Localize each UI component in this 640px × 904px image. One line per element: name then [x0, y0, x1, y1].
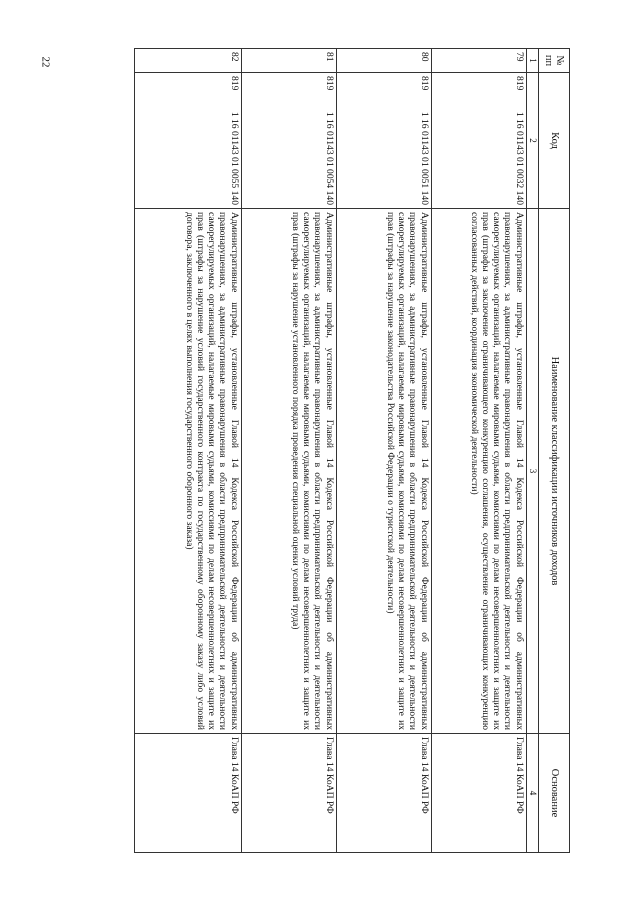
basis: Глава 14 КоАП РФ [134, 734, 241, 853]
header-name: Наименование классификации источников доходов [539, 209, 570, 734]
admin-code: 819 [513, 76, 525, 91]
row-number: 82 [134, 49, 241, 73]
rotated-page [100, 0, 640, 848]
column-number-3: 3 [526, 209, 538, 734]
table-header-row [539, 49, 570, 853]
admin-code: 819 [418, 76, 430, 91]
row-code-cell [134, 73, 241, 209]
header-code: Код [539, 73, 570, 209]
row-code-cell [336, 73, 431, 209]
table-row [134, 49, 241, 853]
basis: Глава 14 КоАП РФ [431, 734, 526, 853]
budget-code: 1 16 01143 01 0032 140 [513, 111, 525, 205]
admin-code: 819 [323, 76, 335, 91]
revenue-name: Административные штрафы, установленные Главой 14 Кодекса Российской Федерации об административных правонарушениях, за административные правонарушения в области предпринимательской деятельности и деятельности саморегулируемых организаций, налагаемые мировыми судьями, комиссиями по делам несовершеннолетних и защите их прав (штрафы за нарушение условий государственного контракта по государственному оборонному заказу либо условий договора, заключенного в целях выполнения государственного оборонного заказа) [134, 209, 241, 734]
row-code-cell [241, 73, 336, 209]
revenue-name: Административные штрафы, установленные Главой 14 Кодекса Российской Федерации об административных правонарушениях, за административные правонарушения в области предпринимательской деятельности и деятельности саморегулируемых организаций, налагаемые мировыми судьями, комиссиями по делам несовершеннолетних и защите их прав (штрафы за нарушение установленного порядка проведения специальной оценки условий труда) [241, 209, 336, 734]
basis: Глава 14 КоАП РФ [241, 734, 336, 853]
budget-code: 1 16 01143 01 0054 140 [323, 111, 335, 205]
revenue-classification-table [134, 48, 570, 853]
budget-code: 1 16 01143 01 0055 140 [228, 111, 240, 205]
header-basis: Основание [539, 734, 570, 853]
table-row [431, 49, 526, 853]
row-number: 80 [336, 49, 431, 73]
admin-code: 819 [228, 76, 240, 91]
row-number: 81 [241, 49, 336, 73]
revenue-name: Административные штрафы, установленные Главой 14 Кодекса Российской Федерации об административных правонарушениях, за административные правонарушения в области предпринимательской деятельности и деятельности саморегулируемых организаций, налагаемые мировыми судьями, комиссиями по делам несовершеннолетних и защите их прав (штрафы за нарушение законодательства Российской Федерации о туристской деятельности) [336, 209, 431, 734]
column-number-row [526, 49, 538, 853]
column-number-1: 1 [526, 49, 538, 73]
revenue-name: Административные штрафы, установленные Главой 14 Кодекса Российской Федерации об административных правонарушениях, за административные правонарушения в области предпринимательской деятельности и деятельности саморегулируемых организаций, налагаемые мировыми судьями, комиссиями по делам несовершеннолетних и защите их прав (штрафы за заключение ограничивающего конкуренцию соглашения, осуществление ограничивающих конкуренцию согласованных действий, координация экономической деятельности) [431, 209, 526, 734]
basis: Глава 14 КоАП РФ [336, 734, 431, 853]
header-number: № пп [539, 49, 570, 73]
row-number: 79 [431, 49, 526, 73]
row-code-cell [431, 73, 526, 209]
table-row [241, 49, 336, 853]
table-row [336, 49, 431, 853]
budget-code: 1 16 01143 01 0051 140 [418, 111, 430, 205]
column-number-2: 2 [526, 73, 538, 209]
page-number: 22 [39, 56, 52, 68]
column-number-4: 4 [526, 734, 538, 853]
